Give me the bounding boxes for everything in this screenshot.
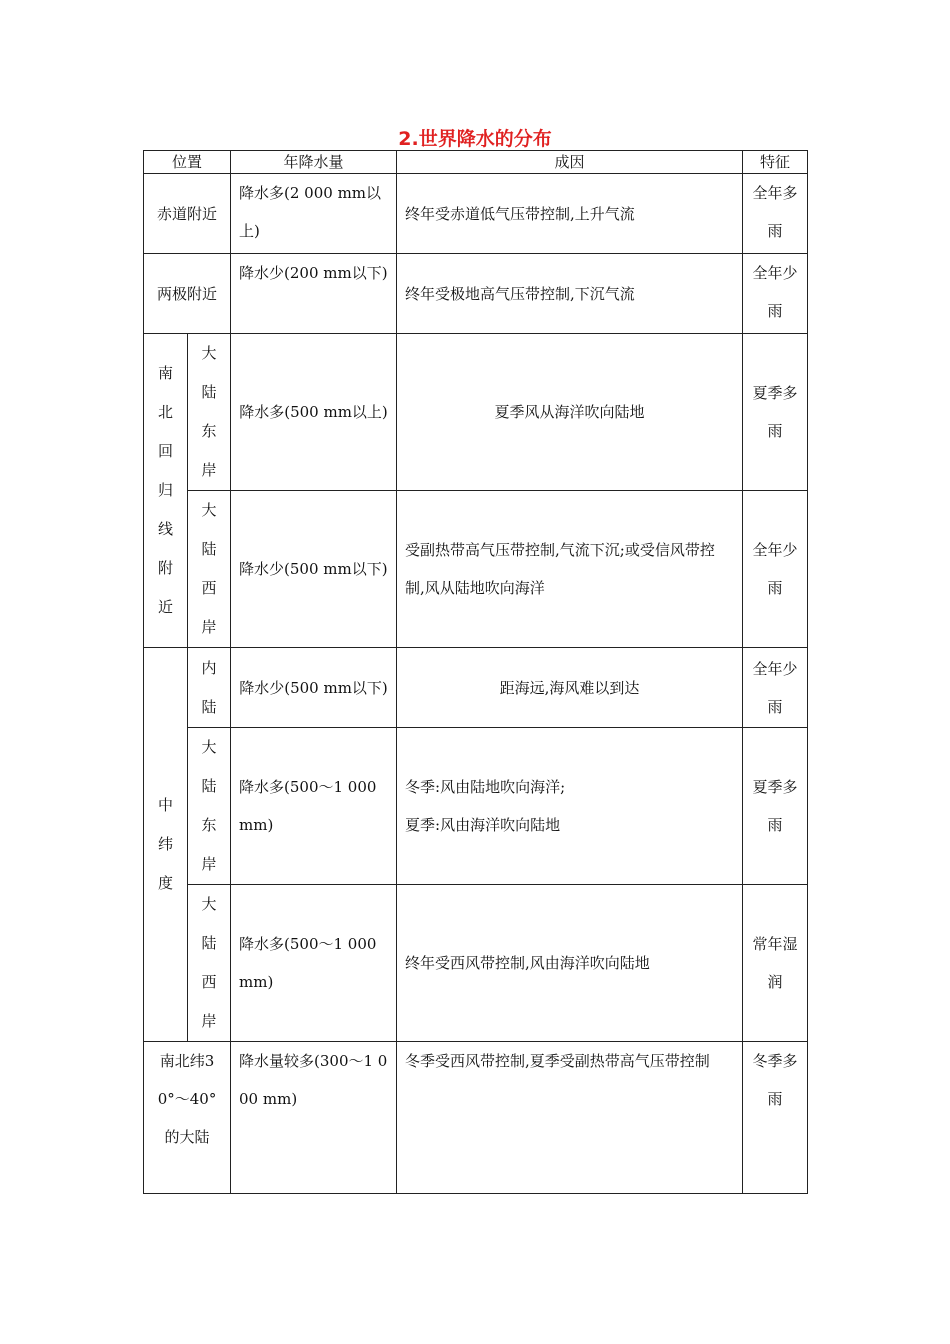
sub-position-label: 大陆东岸 [201, 738, 217, 873]
table-row [144, 174, 808, 254]
sub-position-cell [188, 491, 231, 648]
feature-cell: 全年少雨 [743, 648, 808, 728]
table-row [144, 1042, 808, 1194]
header-amount: 年降水量 [231, 151, 397, 174]
sub-position-cell [188, 648, 231, 728]
amount-cell: 降水多(500～1 000 mm) [231, 885, 397, 1042]
sub-position-label: 大陆西岸 [201, 895, 217, 1030]
sub-position-label: 内陆 [201, 658, 217, 716]
amount-cell: 降水多(500～1 000 mm) [231, 728, 397, 885]
sub-position-label: 大陆东岸 [201, 344, 217, 479]
cause-cell: 受副热带高气压带控制,气流下沉;或受信风带控制,风从陆地吹向海洋 [397, 491, 743, 648]
table-row [144, 885, 808, 1042]
amount-cell: 降水多(2 000 mm以上) [231, 174, 397, 254]
cause-line-summer: 夏季:风由海洋吹向陆地 [405, 816, 561, 834]
sub-position-cell [188, 885, 231, 1042]
feature-cell: 夏季多雨 [743, 334, 808, 491]
precipitation-table [143, 150, 808, 1194]
sub-position-cell [188, 334, 231, 491]
cause-cell [397, 728, 743, 885]
feature-cell: 全年少雨 [743, 491, 808, 648]
cause-cell: 冬季受西风带控制,夏季受副热带高气压带控制 [397, 1042, 743, 1194]
amount-cell: 降水少(200 mm以下) [231, 254, 397, 334]
group-label: 中纬度 [157, 796, 173, 892]
table-row [144, 491, 808, 648]
amount-cell: 降水少(500 mm以下) [231, 648, 397, 728]
feature-cell: 夏季多雨 [743, 728, 808, 885]
sub-position-cell [188, 728, 231, 885]
table-row [144, 334, 808, 491]
feature-cell: 全年多雨 [743, 174, 808, 254]
cause-cell: 终年受赤道低气压带控制,上升气流 [397, 174, 743, 254]
group-cell-tropic [144, 334, 188, 648]
cause-cell: 终年受西风带控制,风由海洋吹向陆地 [397, 885, 743, 1042]
cause-cell: 终年受极地高气压带控制,下沉气流 [397, 254, 743, 334]
group-cell-midlat [144, 648, 188, 1042]
amount-cell: 降水量较多(300～1 000 mm) [231, 1042, 397, 1194]
sub-position-label: 大陆西岸 [201, 501, 217, 636]
amount-cell: 降水多(500 mm以上) [231, 334, 397, 491]
page-title: 2.世界降水的分布 [398, 128, 552, 150]
cause-line-winter: 冬季:风由陆地吹向海洋; [405, 778, 566, 796]
table-row [144, 254, 808, 334]
table-row [144, 648, 808, 728]
position-cell: 两极附近 [144, 254, 231, 334]
table-row [144, 728, 808, 885]
header-position: 位置 [144, 151, 231, 174]
table-header-row [144, 151, 808, 174]
position-cell: 赤道附近 [144, 174, 231, 254]
amount-cell: 降水少(500 mm以下) [231, 491, 397, 648]
position-cell: 南北纬30°～40°的大陆 [144, 1042, 231, 1194]
header-feature: 特征 [743, 151, 808, 174]
feature-cell: 常年湿润 [743, 885, 808, 1042]
feature-cell: 冬季多雨 [743, 1042, 808, 1194]
cause-cell: 夏季风从海洋吹向陆地 [397, 334, 743, 491]
cause-cell: 距海远,海风难以到达 [397, 648, 743, 728]
group-label: 南北回归线附近 [157, 364, 173, 616]
header-cause: 成因 [397, 151, 743, 174]
feature-cell: 全年少雨 [743, 254, 808, 334]
